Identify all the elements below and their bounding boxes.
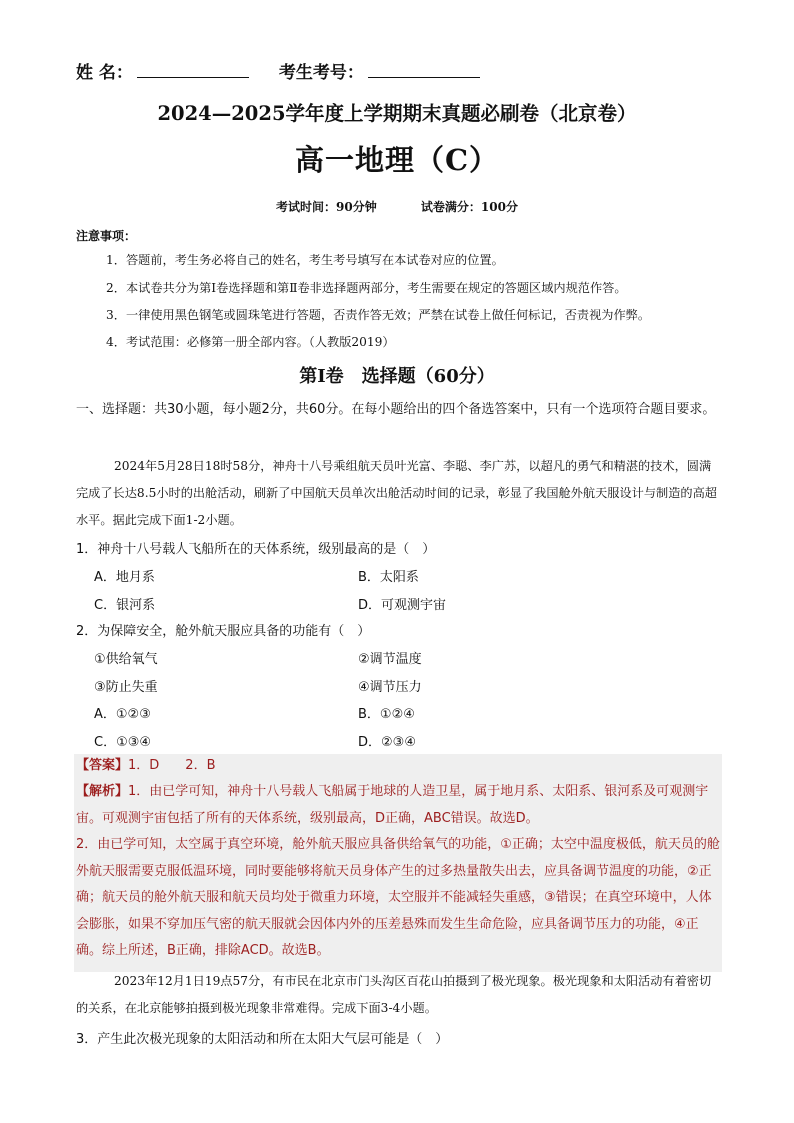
question-2-stem: 2．为保障安全，舱外航天服应具备的功能有（ ） — [76, 624, 371, 639]
reading-passage-1: 2024年5月28日18时58分，神舟十八号乘组航天员叶光富、李聪、李广苏，以超凡的勇气和精湛的技术，圆满完成了长达8.5小时的出舱活动，刷新了中国航天员单次出舱活动时间的记录，彰显了我国舱外航天服设计与制造的高超水平。据此完成下面1-2小题。 — [76, 459, 717, 527]
q2-item-3: ③防止失重 — [94, 680, 158, 695]
question-3-stem: 3．产生此次极光现象的太阳活动和所在太阳大气层可能是（ ） — [76, 1032, 449, 1047]
notice-item: 3．一律使用黑色钢笔或圆珠笔进行答题，否责作答无效；严禁在试卷上做任何标记，否责视为作弊。 — [106, 308, 651, 322]
exam-time: 考试时间：90分钟 — [276, 200, 377, 214]
name-blank[interactable] — [137, 59, 249, 78]
notice-heading: 注意事项： — [76, 229, 137, 243]
notice-item: 4．考试范围：必修第一册全部内容。（人教版2019） — [106, 335, 395, 349]
analysis-2: 2．由已学可知，太空属于真空环境，舱外航天服应具备供给氧气的功能，①正确；太空中温度极低，航天员的舱外航天服需要克服低温环境，同时要能够将航天员身体产生的过多热量散失出去，应具备调节温度的功能，②正确；航天员的舱外航天服和航天员均处于微重力环境，太空服并不能减轻失重感，③错误；在真空环境中，人体会膨胀，如果不穿加压气密的航天服就会因体内外的压差悬殊而发生生命危险，应具备调节压力的功能，④正确。综上所述，B正确，排除ACD。故选B。 — [76, 837, 720, 959]
student-info-line — [76, 58, 510, 83]
notice-item: 2．本试卷共分为第Ⅰ卷选择题和第Ⅱ卷非选择题两部分，考生需要在规定的答题区域内规范作答。 — [106, 281, 627, 295]
analysis-1 — [76, 779, 720, 832]
q2-option-c[interactable]: C．①③④ — [94, 735, 152, 750]
exam-id-blank[interactable] — [368, 59, 480, 78]
full-score: 试卷满分：100分 — [420, 200, 518, 214]
q1-option-b[interactable]: B．太阳系 — [358, 570, 419, 585]
exam-meta — [0, 198, 794, 215]
q2-item-4: ④调节压力 — [358, 680, 422, 695]
q2-option-a[interactable]: A．①②③ — [94, 707, 151, 722]
subject-title: 高一地理（C） — [294, 143, 500, 177]
analysis-1-text: 1．由已学可知，神舟十八号载人飞船属于地球的人造卫星，属于地月系、太阳系、银河系及可观测宇宙。可观测宇宙包括了所有的天体系统，级别最高，D正确，ABC错误。故选D。 — [76, 784, 709, 826]
q2-item-2: ②调节温度 — [358, 652, 422, 667]
q2-option-b[interactable]: B．①②④ — [358, 707, 415, 722]
answer-line — [76, 753, 720, 780]
name-label: 姓 名： — [76, 63, 133, 83]
section-title: 第Ⅰ卷 选择题（60分） — [299, 366, 495, 387]
q2-item-1: ①供给氧气 — [94, 652, 158, 667]
answer-tag: 【答案】 — [76, 758, 129, 773]
q2-option-d[interactable]: D．②③④ — [358, 735, 416, 750]
notice-item: 1．答题前，考生务必将自己的姓名，考生考号填写在本试卷对应的位置。 — [106, 253, 504, 267]
answer-text: 1．D 2．B — [128, 758, 216, 773]
section-instructions: 一、选择题：共30小题，每小题2分，共60分。在每小题给出的四个备选答案中，只有一个选项符合题目要求。 — [76, 402, 716, 417]
q1-option-a[interactable]: A．地月系 — [94, 570, 155, 585]
exam-id-label: 考生考号： — [278, 63, 364, 83]
q1-option-d[interactable]: D．可观测宇宙 — [358, 598, 447, 613]
analysis-tag: 【解析】 — [76, 784, 129, 799]
question-1-stem: 1．神舟十八号载人飞船所在的天体系统，级别最高的是（ ） — [76, 542, 436, 557]
q1-option-c[interactable]: C．银河系 — [94, 598, 156, 613]
reading-passage-2: 2023年12月1日19点57分，有市民在北京市门头沟区百花山拍摄到了极光现象。极光现象和太阳活动有着密切的关系，在北京能够拍摄到极光现象非常难得。完成下面3-4小题。 — [76, 974, 712, 1015]
exam-title: 2024—2025学年度上学期期末真题必刷卷（北京卷） — [157, 102, 637, 125]
